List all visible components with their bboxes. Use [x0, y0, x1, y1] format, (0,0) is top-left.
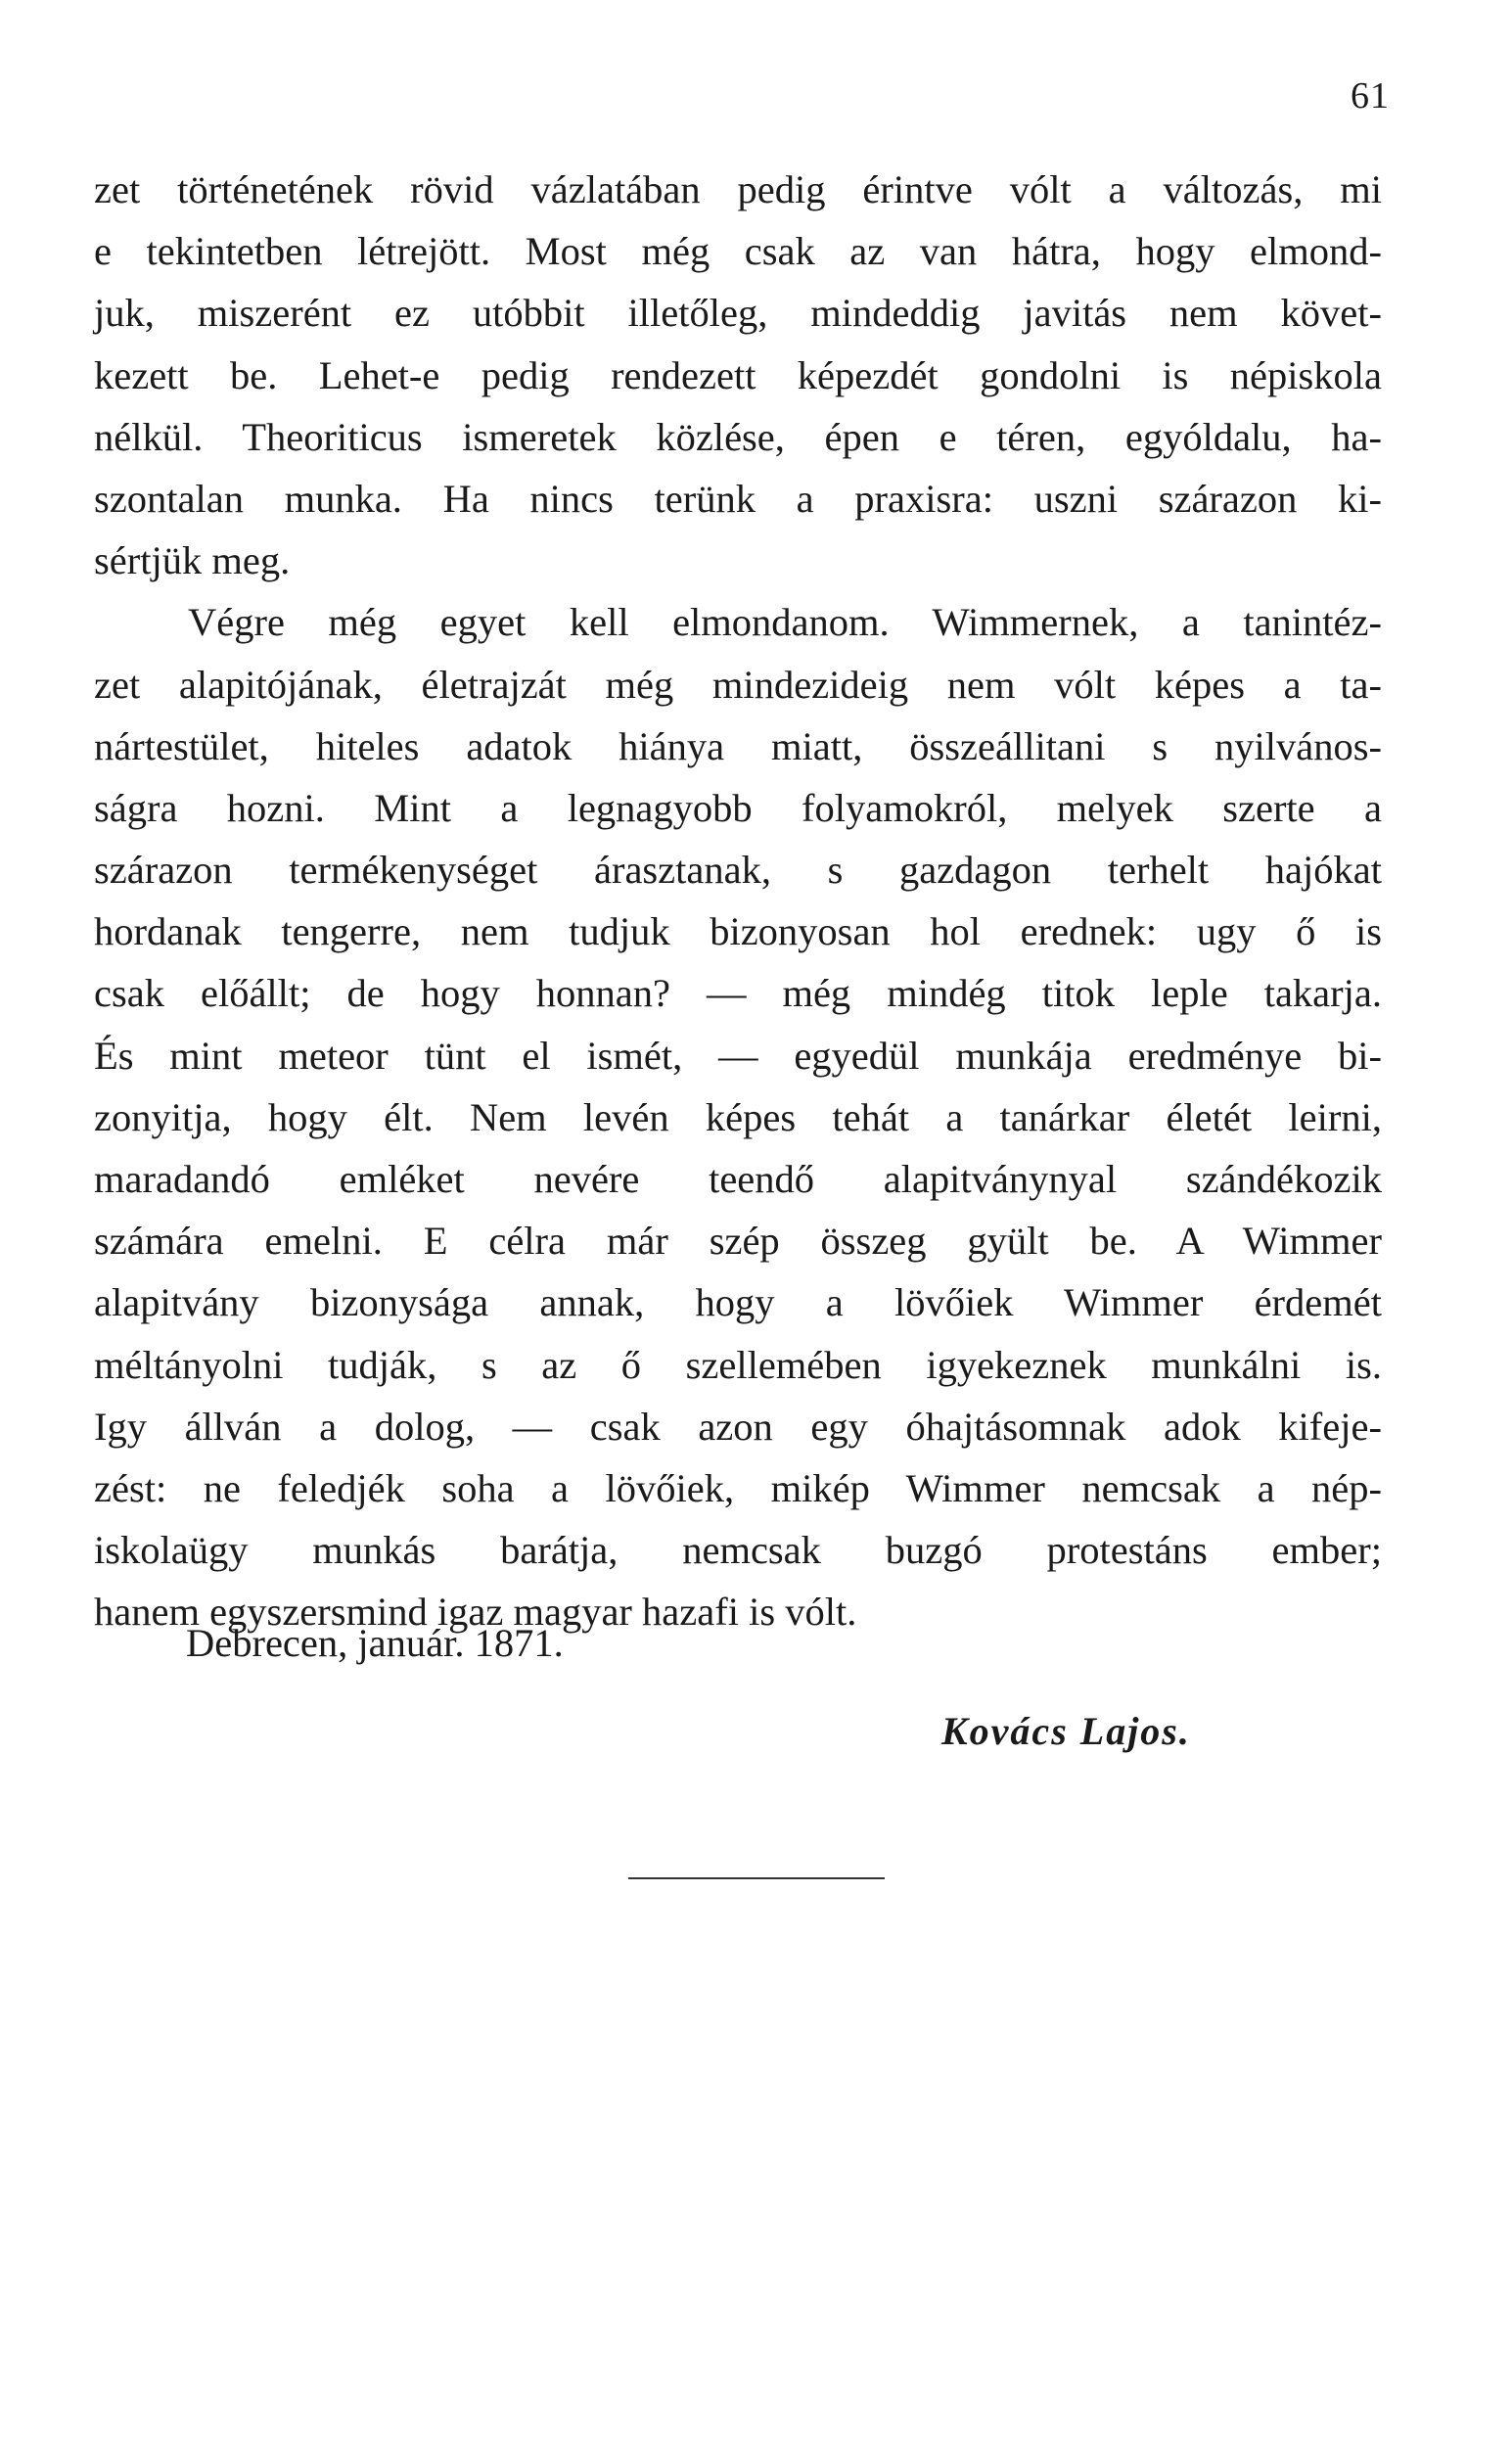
text-line: szárazon termékenységet árasztanak, s gazdagon terhelt hajókat [94, 848, 1382, 893]
text-line: zonyitja, hogy élt. Nem levén képes tehát a tanárkar életét leirni, [94, 1094, 1382, 1139]
text-line: sértjük meg. [94, 538, 291, 583]
text-line: alapitvány bizonysága annak, hogy a lövőiek Wimmer érdemét [94, 1280, 1382, 1325]
text-line: És mint meteor tünt el ismét, — egyedül munkája eredménye bi- [94, 1033, 1382, 1078]
text-line: zet alapitójának, életrajzát még mindezideig nem vólt képes a ta- [94, 662, 1382, 707]
text-line: csak előállt; de hogy honnan? — még mindég titok leple takarja. [94, 971, 1382, 1016]
text-line: Igy állván a dolog, — csak azon egy óhajtásomnak adok kifeje- [94, 1404, 1382, 1449]
text-line: maradandó emléket nevére teendő alapitványnyal szándékozik [94, 1157, 1382, 1201]
text-line: iskolaügy munkás barátja, nemcsak buzgó protestáns ember; [94, 1528, 1382, 1573]
text-line: kezett be. Lehet-e pedig rendezett képezdét gondolni is népiskola [94, 352, 1382, 397]
text-line: hanem egyszersmind igaz magyar hazafi is vólt. [94, 1590, 857, 1635]
text-line: e tekintetben létrejött. Most még csak az van hátra, hogy elmond- [94, 229, 1382, 274]
text-line: méltányolni tudják, s az ő szellemében igyekeznek munkálni is. [94, 1342, 1382, 1387]
text-line: zést: ne feledjék soha a lövőiek, mikép Wimmer nemcsak a nép- [94, 1465, 1382, 1510]
text-line: szontalan munka. Ha nincs terünk a praxisra: uszni szárazon ki- [94, 476, 1382, 521]
text-line: ságra hozni. Mint a legnagyobb folyamokról, melyek szerte a [94, 785, 1382, 830]
text-line: zet történetének rövid vázlatában pedig érintve vólt a változás, mi [94, 167, 1382, 211]
text-line: hordanak tengerre, nem tudjuk bizonyosan hol erednek: ugy ő is [94, 909, 1382, 954]
text-line: nélkül. Theoriticus ismeretek közlése, épen e téren, egyóldalu, ha- [94, 414, 1382, 459]
text-line: juk, miszerént ez utóbbit illetőleg, mindeddig javitás nem követ- [94, 291, 1382, 336]
text-line: számára emelni. E célra már szép összeg gyült be. A Wimmer [94, 1219, 1382, 1264]
dateline: Debrecen, január. 1871. [186, 1621, 564, 1665]
text-line: nártestület, hiteles adatok hiánya miatt, összeállitani s nyilvános- [94, 723, 1382, 768]
signature: Kovács Lajos. [941, 1709, 1191, 1753]
text-line: Végre még egyet kell elmondanom. Wimmernek, a tanintéz- [188, 600, 1382, 645]
page-number: 61 [1351, 75, 1390, 116]
body-text [94, 159, 1382, 1643]
closing-rule [628, 1877, 885, 1879]
